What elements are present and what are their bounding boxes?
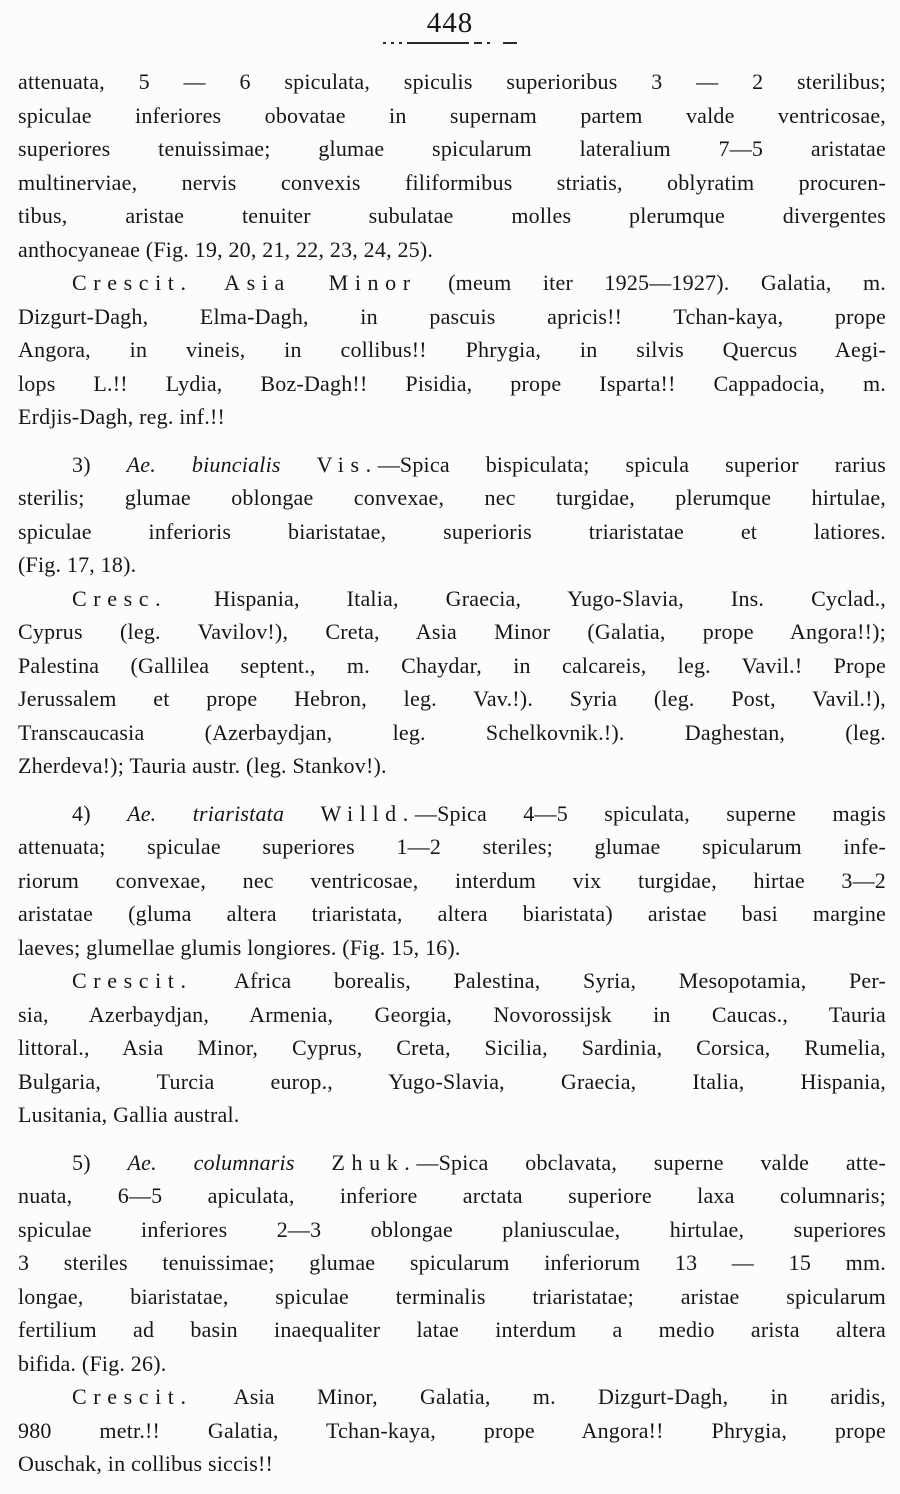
- rule-dash: [487, 42, 490, 44]
- text-segment: riorum convexae, nec ventricosae, interdum vix turgidae, hirtae 3—2: [18, 867, 886, 893]
- text-line: [18, 1246, 886, 1280]
- text-segment: Ouschak, in collibus siccis!!: [18, 1451, 274, 1476]
- text-segment: 3 steriles tenuissimae; glumae spicularum inferiorum 13 — 15 mm.: [18, 1250, 886, 1275]
- decorative-rule: [0, 41, 900, 44]
- text-segment: 980 metr.!! Galatia, Tchan-kaya, prope Angora!! Phrygia, prope: [18, 1417, 886, 1443]
- text-segment: Palestina (Gallilea septent., m. Chaydar, in calcareis, leg. Vavil.! Prope: [18, 652, 886, 678]
- rule-dash: [407, 42, 469, 44]
- text-segment: [284, 801, 320, 826]
- text-segment: bifida. (Fig. 26).: [18, 1350, 167, 1376]
- text-line: [18, 481, 886, 515]
- text-segment: [281, 452, 317, 477]
- text-segment: Transcaucasia (Azerbaydjan, leg. Schelkovnik.!). Daghestan, (leg.: [18, 719, 886, 745]
- paragraph: [18, 1380, 886, 1481]
- text-segment: Bulgaria, Turcia europ., Yugo-Slavia, Graecia, Italia, Hispania,: [18, 1068, 886, 1094]
- text-segment: —Spica bispiculata; spicula superior rarius: [377, 451, 886, 477]
- text-segment: longae, biaristatae, spiculae terminalis triaristatae; aristae spicularum: [18, 1283, 886, 1309]
- paragraph: [18, 448, 886, 582]
- rule-dash: [383, 42, 386, 44]
- text-segment: [295, 1150, 332, 1175]
- spaced-text: Zhuk.: [331, 1149, 417, 1175]
- text-segment: (Fig. 17, 18).: [18, 552, 137, 577]
- text-segment: (meum iter 1925—1927). Galatia, m.: [416, 270, 886, 295]
- text-segment: 4): [72, 800, 128, 826]
- text-segment: Asia Minor, Galatia, m. Dizgurt-Dagh, in aridis,: [192, 1384, 886, 1409]
- text-line: [18, 548, 886, 582]
- text-line: [18, 132, 886, 166]
- text-line: [18, 166, 886, 200]
- spaced-text: Vis.: [316, 451, 378, 477]
- text-line: [18, 897, 886, 931]
- paragraph: [18, 266, 886, 434]
- text-segment: spiculae inferioris biaristatae, superioris triaristatae et latiores.: [18, 518, 886, 544]
- text-line: [18, 749, 886, 783]
- paragraph: [18, 582, 886, 783]
- text-segment: aristatae (gluma altera triaristata, altera biaristata) aristae basi margine: [18, 901, 886, 926]
- text-line: [18, 716, 886, 750]
- page-header: [0, 0, 900, 44]
- text-line: [18, 1146, 886, 1180]
- paragraph: [18, 797, 886, 965]
- text-segment: Hispania, Italia, Graecia, Yugo-Slavia, Ins. Cyclad.,: [167, 585, 886, 611]
- text-segment: attenuata; spiculae superiores 1—2 steriles; glumae spicularum infe-: [18, 834, 886, 859]
- text-line: [18, 649, 886, 683]
- text-segment: sia, Azerbaydjan, Armenia, Georgia, Novorossijsk in Caucas., Tauria: [18, 1001, 886, 1027]
- text-line: [18, 797, 886, 831]
- text-line: [18, 964, 886, 998]
- paragraph: [18, 1146, 886, 1381]
- text-segment: Cyprus (leg. Vavilov!), Creta, Asia Minor (Galatia, prope Angora!!);: [18, 619, 886, 644]
- text-segment: attenuata, 5 — 6 spiculata, spiculis superioribus 3 — 2 sterilibus;: [18, 69, 886, 94]
- text-segment: nuata, 6—5 apiculata, inferiore arctata superiore laxa columnaris;: [18, 1183, 886, 1208]
- species-name: Ae. columnaris: [127, 1149, 295, 1175]
- text-segment: 5): [72, 1149, 128, 1175]
- text-segment: Jerussalem et prope Hebron, leg. Vav.!). Syria (leg. Post, Vavil.!),: [18, 686, 886, 711]
- text-line: [18, 615, 886, 649]
- spaced-text: Crescit.: [72, 270, 193, 295]
- text-line: [18, 65, 886, 99]
- text-line: [18, 682, 886, 716]
- text-line: [18, 1347, 886, 1381]
- text-line: [18, 233, 886, 267]
- text-segment: anthocyaneae (Fig. 19, 20, 21, 22, 23, 24, 25).: [18, 236, 434, 262]
- text-segment: [193, 270, 224, 295]
- text-line: [18, 300, 886, 334]
- text-line: [18, 1213, 886, 1247]
- text-segment: superiores tenuissimae; glumae spicularum lateralium 7—5 aristatae: [18, 136, 886, 161]
- spaced-text: Cresc.: [72, 585, 168, 611]
- text-segment: Lusitania, Gallia austral.: [18, 1102, 240, 1127]
- paragraph: [18, 65, 886, 266]
- rule-dash: [474, 42, 482, 44]
- text-segment: laeves; glumellae glumis longiores. (Fig. 15, 16).: [18, 934, 461, 960]
- species-name: Ae. biuncialis: [126, 451, 281, 477]
- text-line: [18, 1280, 886, 1314]
- text-segment: Dizgurt-Dagh, Elma-Dagh, in pascuis apricis!! Tchan-kaya, prope: [18, 303, 886, 329]
- text-line: [18, 1065, 886, 1099]
- spaced-text: Crescit.: [72, 1384, 193, 1409]
- text-line: [18, 1313, 886, 1347]
- text-line: [18, 1179, 886, 1213]
- text-line: [18, 199, 886, 233]
- text-segment: lops L.!! Lydia, Boz-Dagh!! Pisidia, prope Isparta!! Cappadocia, m.: [18, 370, 886, 396]
- text-line: [18, 1031, 886, 1065]
- text-segment: —Spica 4—5 spiculata, superne magis: [414, 800, 887, 826]
- spaced-text: Crescit.: [72, 968, 193, 993]
- text-segment: multinerviae, nervis convexis filiformibus striatis, oblyratim procuren-: [18, 169, 886, 195]
- text-segment: 3): [72, 451, 127, 477]
- text-line: [18, 99, 886, 133]
- text-line: [18, 1098, 886, 1132]
- rule-dash: [503, 42, 517, 44]
- text-line: [18, 1447, 886, 1481]
- spaced-text: Asia Minor: [224, 270, 417, 295]
- text-line: [18, 864, 886, 898]
- text-line: [18, 931, 886, 965]
- spaced-text: Willd.: [320, 800, 415, 826]
- rule-dash: [399, 42, 402, 44]
- text-line: [18, 448, 886, 482]
- text-segment: spiculae inferiores 2—3 oblongae planiusculae, hirtulae, superiores: [18, 1216, 886, 1242]
- paragraph: [18, 964, 886, 1132]
- text-segment: Angora, in vineis, in collibus!! Phrygia, in silvis Quercus Aegi-: [18, 337, 886, 362]
- text-segment: Erdjis-Dagh, reg. inf.!!: [18, 404, 226, 429]
- species-name: Ae. triaristata: [127, 800, 285, 826]
- text-line: [18, 1414, 886, 1448]
- text-line: [18, 582, 886, 616]
- text-block: [18, 65, 886, 1481]
- text-segment: —Spica obclavata, superne valde atte-: [416, 1149, 886, 1175]
- text-line: [18, 333, 886, 367]
- text-segment: littoral., Asia Minor, Cyprus, Creta, Sicilia, Sardinia, Corsica, Rumelia,: [18, 1035, 886, 1060]
- text-segment: Africa borealis, Palestina, Syria, Mesopotamia, Per-: [192, 968, 886, 993]
- text-segment: Zherdeva!); Tauria austr. (leg. Stankov!).: [18, 753, 387, 778]
- text-line: [18, 515, 886, 549]
- rule-dash: [391, 42, 394, 44]
- text-segment: fertilium ad basin inaequaliter latae interdum a medio arista altera: [18, 1317, 886, 1342]
- page-number: 448: [426, 7, 474, 39]
- text-line: [18, 830, 886, 864]
- text-line: [18, 266, 886, 300]
- text-segment: sterilis; glumae oblongae convexae, nec turgidae, plerumque hirtulae,: [18, 485, 886, 510]
- text-line: [18, 1380, 886, 1414]
- text-segment: spiculae inferiores obovatae in supernam partem valde ventricosae,: [18, 102, 886, 128]
- text-line: [18, 367, 886, 401]
- text-line: [18, 998, 886, 1032]
- text-line: [18, 400, 886, 434]
- text-segment: tibus, aristae tenuiter subulatae molles plerumque divergentes: [18, 203, 886, 228]
